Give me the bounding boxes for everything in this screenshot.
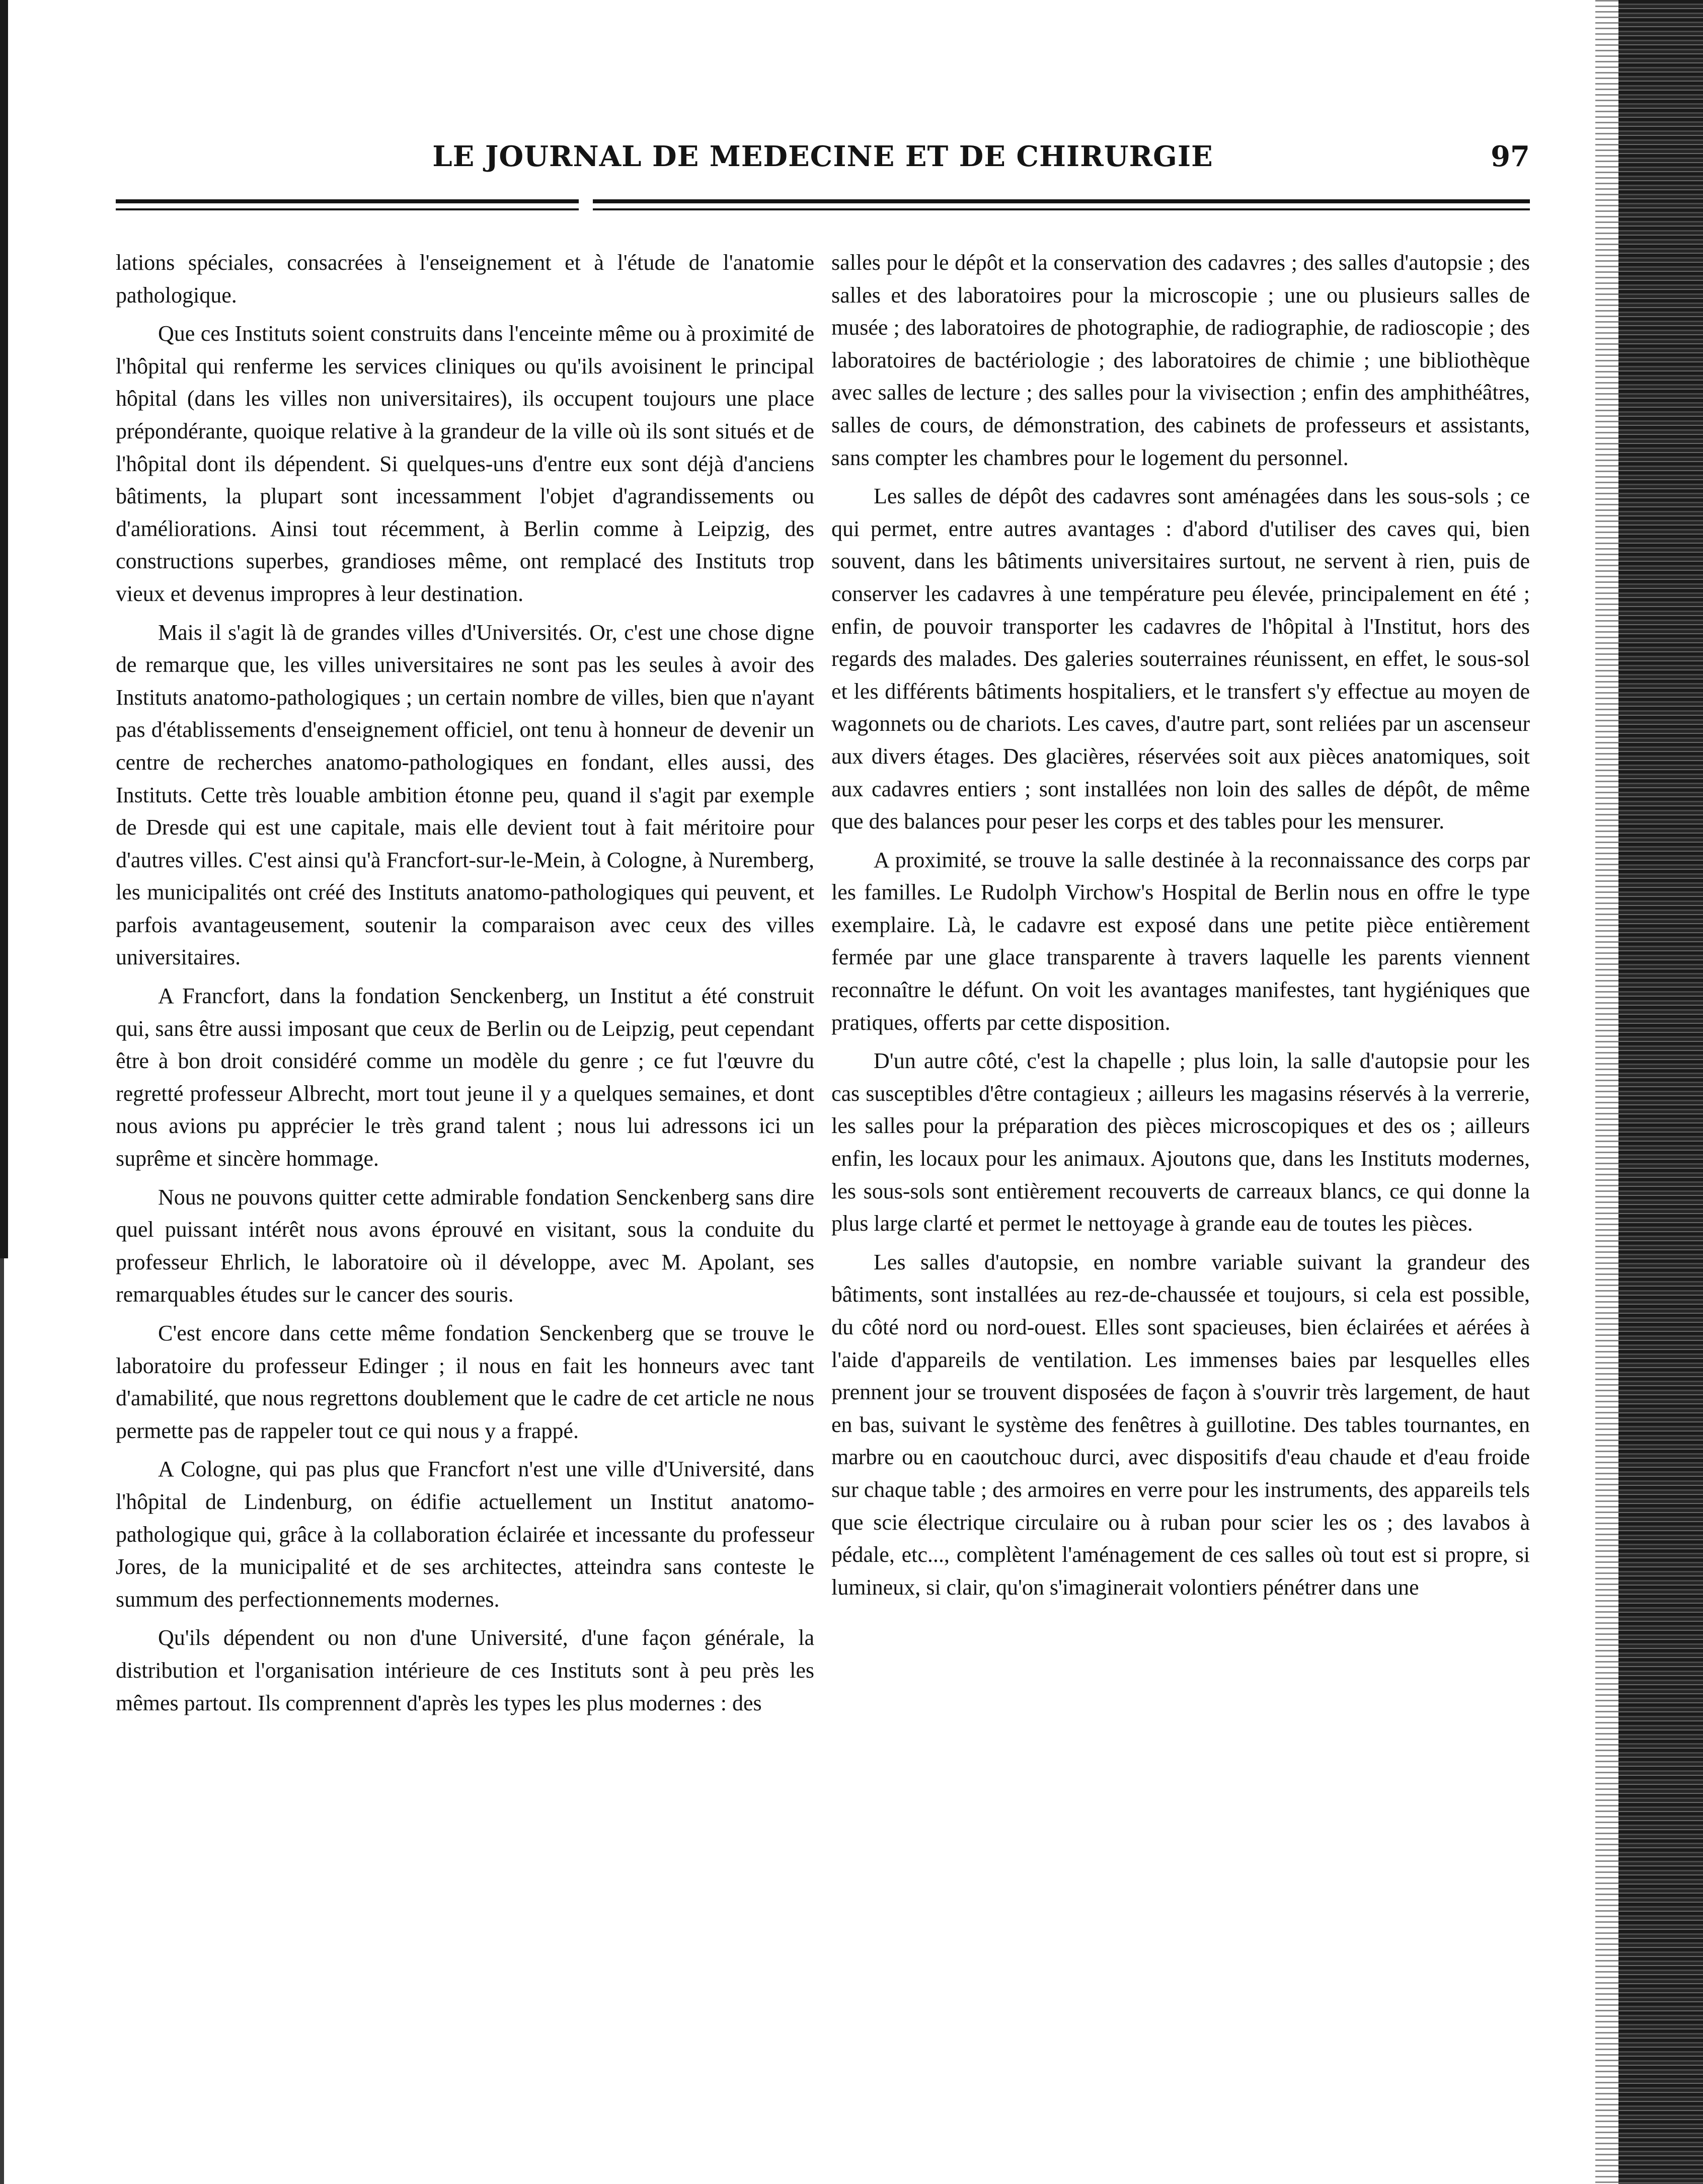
running-header (116, 135, 1530, 180)
paragraph: A proximité, se trouve la salle destinée à la reconnaissance des corps par les familles. Le Rudolph Virchow's Hospital de Berlin nous en offre le type exemplaire. Là, le cadavre est exposé dans une petite pièce entièrement fermée par une glace transparente à travers laquelle les parents viennent reconnaître le défunt. On voit les avantages manifestes, tant hygiéniques que pratiques, offerts par cette disposition. (831, 847, 1530, 1035)
paragraph: Mais il s'agit là de grandes villes d'Universités. Or, c'est une chose digne de remarque que, les villes universitaires ne sont pas les seules à avoir des Instituts anatomo-pathologiques ; un certain nombre de villes, bien que n'ayant pas d'établissements d'enseignement officiel, ont tenu à honneur de devenir un centre de recherches anatomo-pathologiques en fondant, elles aussi, des Instituts. Cette très louable ambition étonne peu, quand il s'agit par exemple de Dresde qui est une capitale, mais elle devient tout à fait méritoire pour d'autres villes. C'est ainsi qu'à Francfort-sur-le-Mein, à Cologne, à Nuremberg, les municipalités ont créé des Instituts anatomo-pathologiques qui peuvent, et parfois avantageusement, soutenir la comparaison avec ceux des villes universitaires. (116, 620, 814, 970)
paragraph: C'est encore dans cette même fondation Senckenberg que se trouve le laboratoire du professeur Edinger ; il nous en fait les honneurs avec tant d'amabilité, que nous regrettons doublement que le cadre de cet article ne nous permette pas de rappeler tout ce qui nous y a frappé. (116, 1321, 814, 1443)
right-column (831, 247, 1530, 1610)
paragraph: Nous ne pouvons quitter cette admirable fondation Senckenberg sans dire quel puissant intérêt nous avons éprouvé en visitant, sous la conduite du professeur Ehrlich, le laboratoire où il développe, avec M. Apolant, ses remarquables études sur le cancer des souris. (116, 1184, 814, 1307)
scan-binding-strip (1618, 0, 1703, 2184)
paragraph: lations spéciales, consacrées à l'enseignement et à l'étude de l'anatomie pathologique. (116, 250, 814, 308)
paragraph: D'un autre côté, c'est la chapelle ; plus loin, la salle d'autopsie pour les cas susceptibles d'être contagieux ; ailleurs les magasins réservés à la verrerie, les salles pour la préparation des pièces microscopiques et des os ; ailleurs enfin, les locaux pour les animaux. Ajoutons que, dans les Instituts modernes, les sous-sols sont entièrement recouverts de carreaux blancs, ce qui donne la plus large clarté et permet le nettoyage à grande eau de toutes les pièces. (831, 1048, 1530, 1236)
paragraph: Que ces Instituts soient construits dans l'enceinte même ou à proximité de l'hôpital qui renferme les services cliniques ou qu'ils avoisinent le principal hôpital (dans les villes non universitaires), ils occupent toujours une place prépondérante, quoique relative à la grandeur de la ville où ils sont situés et de l'hôpital dont ils dépendent. Si quelques-uns d'entre eux sont déjà d'anciens bâtiments, la plupart sont incessamment l'objet d'agrandissements ou d'améliorations. Ainsi tout récemment, à Berlin comme à Leipzig, des constructions superbes, grandioses même, ont remplacé des Instituts trop vieux et devenus impropres à leur destination. (116, 321, 814, 606)
scan-left-edge-lower (0, 1258, 4, 2184)
paragraph: A Francfort, dans la fondation Senckenberg, un Institut a été construit qui, sans être aussi imposant que ceux de Berlin ou de Leipzig, peut cependant être à bon droit considéré comme un modèle du genre ; ce fut l'œuvre du regretté professeur Albrecht, mort tout jeune il y a quelques semaines, et dont nous avions pu apprécier le très grand talent ; nous lui adressons ici un suprême et sincère hommage. (116, 984, 814, 1171)
header-rule-thick (116, 199, 1530, 203)
left-column (116, 247, 814, 1725)
page-number: 97 (1491, 140, 1530, 173)
paragraph: Les salles d'autopsie, en nombre variable suivant la grandeur des bâtiments, sont installées au rez-de-chaussée et toujours, si cela est possible, du côté nord ou nord-ouest. Elles sont spacieuses, bien éclairées et aérées à l'aide d'appareils de ventilation. Les immenses baies par lesquelles elles prennent jour se trouvent disposées de façon à s'ouvrir très largement, de haut en bas, suivant le système des fenêtres à guillotine. Des tables tournantes, en marbre ou en caoutchouc durci, avec dispositifs d'eau chaude et d'eau froide sur chaque table ; des armoires en verre pour les instruments, des appareils tels que scie électrique circulaire ou à ruban pour scier les os ; des lavabos à pédale, etc..., complètent l'aménagement de ces salles où tout est si propre, si lumineux, si clair, qu'on s'imaginerait volontiers pénétrer dans une (831, 1249, 1530, 1600)
paragraph: Les salles de dépôt des cadavres sont aménagées dans les sous-sols ; ce qui permet, entre autres avantages : d'abord d'utiliser des caves qui, bien souvent, dans les bâtiments universitaires surtout, ne servent à rien, puis de conserver les cadavres à une température peu élevée, principalement en été ; enfin, de pouvoir transporter les cadavres de l'hôpital à l'Institut, hors des regards des malades. Des galeries souterraines réunissent, en effet, le sous-sol et les différents bâtiments hospitaliers, et le transfert s'y effectue au moyen de wagonnets ou de chariots. Les caves, d'autre part, sont reliées par un ascenseur aux divers étages. Des glacières, réservées soit aux pièces anatomiques, soit aux cadavres entiers ; sont installées non loin des salles de dépôt, de même que des balances pour peser les corps et des tables pour les mensurer. (831, 484, 1530, 834)
paragraph: A Cologne, qui pas plus que Francfort n'est une ville d'Université, dans l'hôpital de Lindenburg, on édifie actuellement un Institut anatomo-pathologique qui, grâce à la collaboration éclairée et incessante du professeur Jores, de la municipalité et de ses architectes, atteindra sans conteste le summum des perfectionnements modernes. (116, 1457, 814, 1612)
paragraph: Qu'ils dépendent ou non d'une Université, d'une façon générale, la distribution et l'organisation intérieure de ces Instituts sont à peu près les mêmes partout. Ils comprennent d'après les types les plus modernes : des (116, 1625, 814, 1715)
journal-title: LE JOURNAL DE MEDECINE ET DE CHIRURGIE (432, 140, 1213, 173)
header-rule-gap (579, 197, 593, 212)
scan-left-edge (0, 0, 8, 1258)
paragraph: salles pour le dépôt et la conservation des cadavres ; des salles d'autopsie ; des salles et des laboratoires pour la microscopie ; une ou plusieurs salles de musée ; des laboratoires de photographie, de radiographie, de radioscopie ; des laboratoires de bactériologie ; des laboratoires de chimie ; une bibliothèque avec salles de lecture ; des salles pour la vivisection ; enfin des amphithéâtres, salles de cours, de démonstration, des cabinets de professeurs et assistants, sans compter les chambres pour le logement du personnel. (831, 250, 1530, 470)
header-rule-thin (116, 208, 1530, 210)
